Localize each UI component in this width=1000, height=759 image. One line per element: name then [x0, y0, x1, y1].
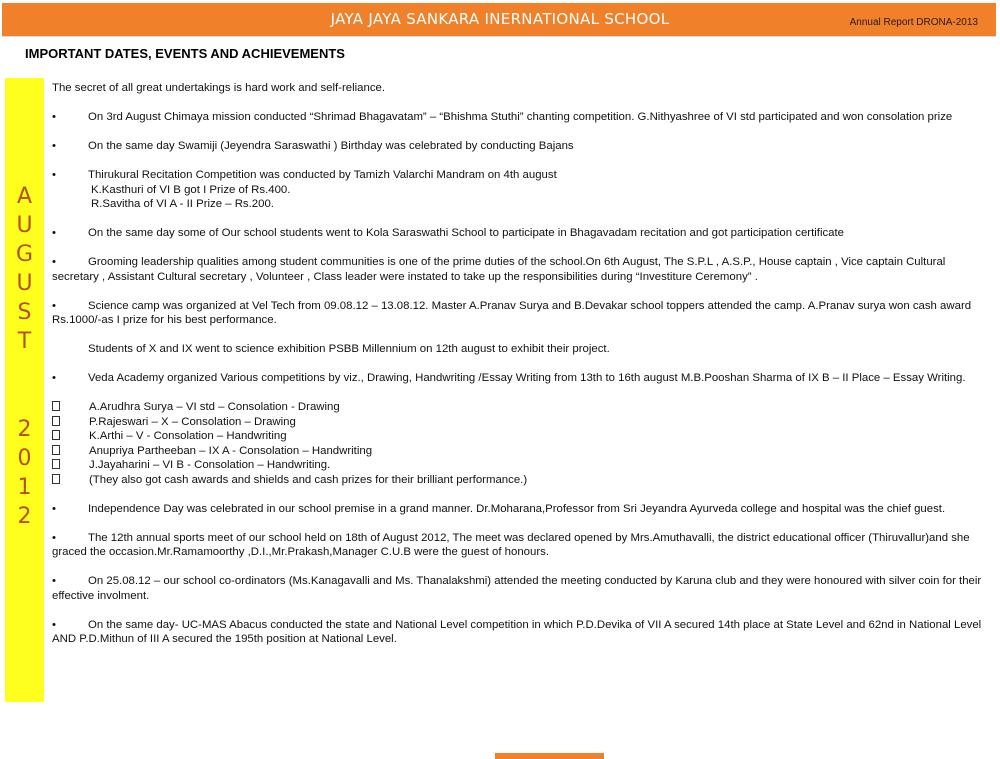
event-item: • On the same day- UC-MAS Abacus conducted the state and National Level competition in which P.D.Devika of VII A secured 14th place at State Level and 62nd in National Level AND P.D.Mithun of III A secured the 195th position at National Level. [52, 618, 982, 645]
bullet: • [52, 227, 56, 239]
checkbox-glyph-icon [52, 430, 60, 440]
month-letter: U [16, 213, 33, 238]
month-side-band [5, 78, 44, 702]
bullet: • [52, 372, 56, 384]
intro-text: The secret of all great undertakings is hard work and self-reliance. [52, 82, 386, 94]
year-digit: 2 [17, 417, 32, 442]
winner-item: A.Arudhra Surya – VI std – Consolation - Drawing [52, 400, 982, 415]
winner-item: Anupriya Partheeban – IX A - Consolation – Handwriting [52, 444, 982, 459]
checkbox-glyph-icon [52, 445, 60, 455]
prize-line: R.Savitha of VI A - II Prize – Rs.200. [91, 198, 274, 210]
bullet: • [52, 169, 56, 181]
winner-item: (They also got cash awards and shields and cash prizes for their brilliant performance.) [52, 473, 982, 488]
event-item: Students of X and IX went to science exhibition PSBB Millennium on 12th august to exhibit their project. [88, 343, 610, 355]
bullet: • [52, 299, 56, 312]
prize-line: K.Kasthuri of VI B got I Prize of Rs.400. [91, 183, 291, 196]
bullet: • [52, 111, 56, 123]
event-item: • On 25.08.12 – our school co-ordinators (Ms.Kanagavalli and Ms. Thanalakshmi) attended the meeting conducted by Karuna club and they were honoured with silver coin for their effective involment. [52, 575, 982, 602]
winner-item: K.Arthi – V - Consolation – Handwriting [52, 429, 982, 444]
event-item: • Thirukural Recitation Competition was conducted by Tamizh Valarchi Mandram on 4th august K.Kasthuri of VI B got I Prize of Rs.400. R.Savitha of VI A - II Prize – Rs.200. [52, 168, 982, 212]
event-item: • Veda Academy organized Various competitions by viz., Drawing, Handwriting /Essay Writing from 13th to 16th august M.B.Pooshan Sharma of IX B – II Place – Essay Writing. [52, 372, 966, 384]
checkbox-glyph-icon [52, 459, 60, 469]
year-digit: 1 [17, 475, 32, 500]
bullet: • [52, 531, 56, 544]
bullet: • [52, 618, 56, 631]
footer-accent-bar [495, 753, 604, 759]
report-label: Annual Report DRONA-2013 [849, 17, 978, 28]
school-title: JAYA JAYA SANKARA INERNATIONAL SCHOOL [330, 10, 670, 28]
event-item: • On the same day some of Our school students went to Kola Saraswathi School to participate in Bhagavadam recitation and got participation certificate [52, 227, 844, 239]
month-letter: U [16, 271, 33, 296]
bullet: • [52, 140, 56, 152]
winner-item: J.Jayaharini – VI B - Consolation – Handwriting. [52, 458, 982, 473]
event-item: • On the same day Swamiji (Jeyendra Saraswathi ) Birthday was celebrated by conducting Bajans [52, 140, 574, 152]
month-letter: T [17, 329, 32, 354]
event-item: • Science camp was organized at Vel Tech from 09.08.12 – 13.08.12. Master A.Pranav Surya and B.Devakar school toppers attended the camp. A.Pranav surya won cash award Rs.1000/-as I prize for his best performance. [52, 299, 972, 326]
bullet: • [52, 575, 56, 587]
checkbox-glyph-icon [52, 474, 60, 484]
year-digit: 0 [17, 446, 32, 471]
bullet: • [52, 256, 56, 268]
winner-item: P.Rajeswari – X – Consolation – Drawing [52, 415, 982, 430]
month-letter: G [15, 242, 34, 267]
event-item: • Independence Day was celebrated in our school premise in a grand manner. Dr.Moharana,Professor from Sri Jeyandra Ayurveda college and hospital was the chief guest. [52, 502, 946, 515]
winner-list [52, 400, 982, 487]
event-item: • On 3rd August Chimaya mission conducted “Shrimad Bhagavatam” – “Bhishma Stuthi” chanting competition. G.Nithyashree of VI std participated and won consolation prize [52, 111, 953, 123]
month-letter: S [17, 300, 32, 325]
checkbox-glyph-icon [52, 401, 60, 411]
event-item: • Grooming leadership qualities among student communities is one of the prime duties of the school.On 6th August, The S.P.L , A.S.P., House captain , Vice captain Cultural secretary , Assistant Cultural secretary , Volunteer , Class leader were instated to take up the responsibilities during “Investiture Ceremony” . [52, 256, 946, 283]
event-item: • The 12th annual sports meet of our school held on 18th of August 2012, The meet was declared opened by Mrs.Amuthavalli, the district educational officer (Thiruvallur)and she graced the occasion.Mr.Ramamoorthy ,D.I.,Mr.Prakash,Manager C.U.B were the guest of honours. [52, 531, 970, 558]
year-digit: 2 [17, 504, 32, 529]
bullet: • [52, 502, 56, 515]
events-content [52, 81, 982, 661]
section-heading: IMPORTANT DATES, EVENTS AND ACHIEVEMENTS [25, 46, 345, 61]
month-letter: A [16, 184, 33, 209]
checkbox-glyph-icon [52, 416, 60, 426]
